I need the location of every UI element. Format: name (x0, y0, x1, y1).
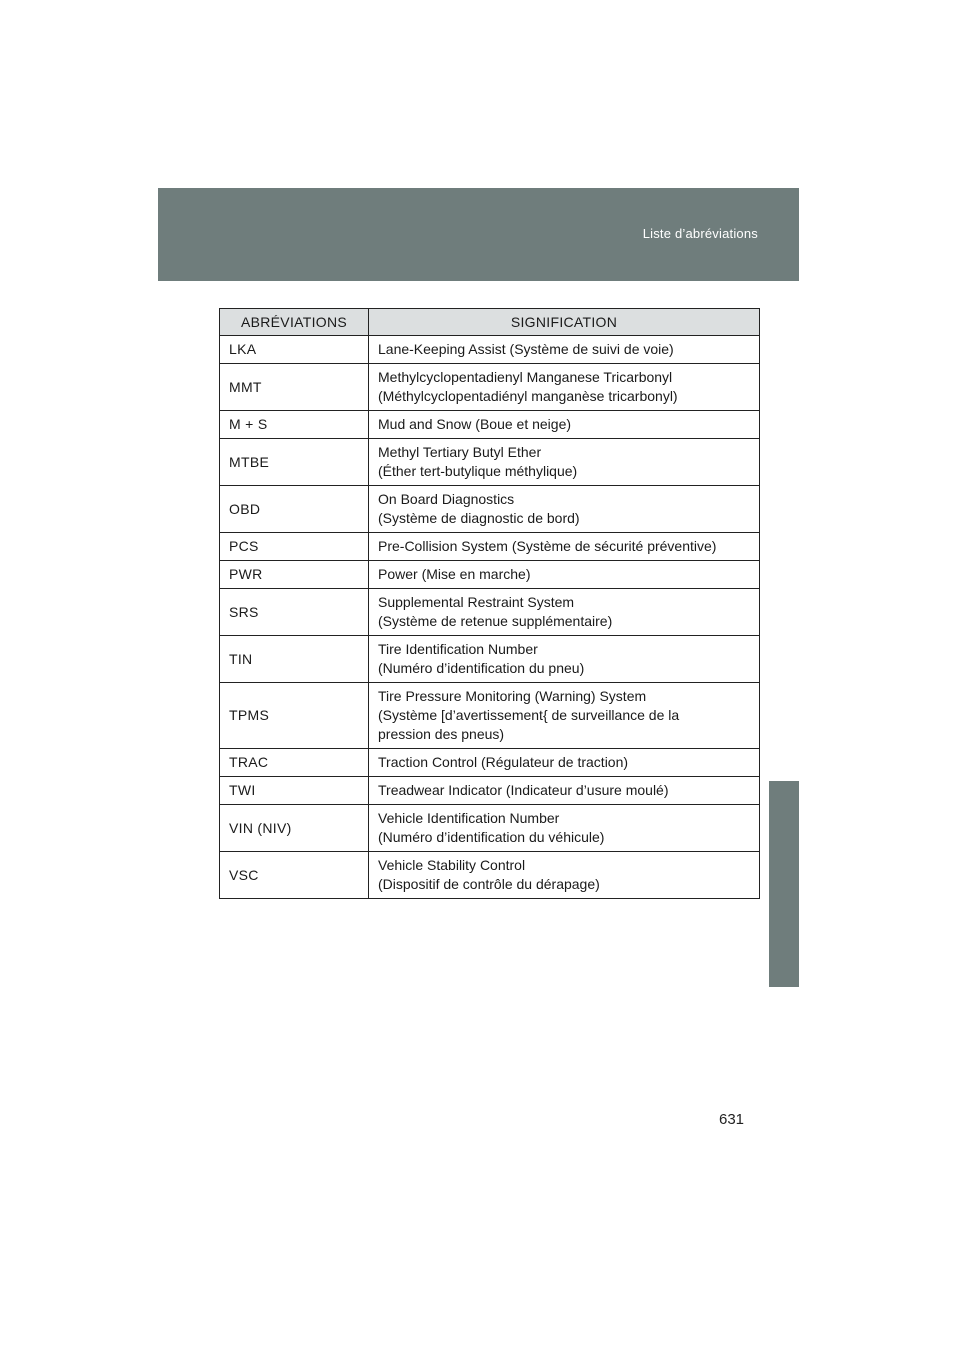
meaning-cell (369, 777, 760, 805)
meaning-line: (Éther tert-butylique méthylique) (378, 463, 578, 479)
column-header-abbreviations: ABRÉVIATIONS (220, 309, 369, 336)
meaning-cell (369, 561, 760, 589)
chapter-side-tab (769, 781, 799, 987)
table-row (220, 749, 760, 777)
meaning-line: Supplemental Restraint System (378, 594, 575, 610)
abbreviation-cell: OBD (220, 486, 369, 533)
abbreviation-cell: TRAC (220, 749, 369, 777)
meaning-line: (Système de retenue supplémentaire) (378, 613, 613, 629)
meaning-cell (369, 533, 760, 561)
section-title: Liste d’abréviations (642, 226, 758, 241)
table-row (220, 561, 760, 589)
meaning-cell (369, 411, 760, 439)
meaning-cell (369, 749, 760, 777)
meaning-line: Vehicle Identification Number (378, 810, 560, 826)
meaning-line: (Système [d’avertissement{ de surveillance de la (378, 707, 680, 723)
abbreviation-cell: SRS (220, 589, 369, 636)
meaning-line: Treadwear Indicator (Indicateur d’usure moulé) (378, 782, 669, 798)
abbreviation-cell: TIN (220, 636, 369, 683)
meaning-line: (Dispositif de contrôle du dérapage) (378, 876, 600, 892)
meaning-line: Pre-Collision System (Système de sécurité préventive) (378, 538, 717, 554)
meaning-cell (369, 683, 760, 749)
meaning-cell (369, 805, 760, 852)
meaning-line: (Numéro d’identification du véhicule) (378, 829, 605, 845)
table-row (220, 636, 760, 683)
header-band (158, 188, 799, 281)
abbreviations-table (219, 308, 760, 899)
table-body (220, 336, 760, 899)
meaning-line: (Méthylcyclopentadiényl manganèse tricarbonyl) (378, 388, 678, 404)
meaning-line: Methyl Tertiary Butyl Ether (378, 444, 542, 460)
meaning-line: pression des pneus) (378, 726, 505, 742)
meaning-cell (369, 336, 760, 364)
meaning-line: (Système de diagnostic de bord) (378, 510, 580, 526)
meaning-cell (369, 589, 760, 636)
meaning-line: Vehicle Stability Control (378, 857, 526, 873)
column-header-signification: SIGNIFICATION (369, 309, 760, 336)
table-row (220, 852, 760, 899)
meaning-line: Mud and Snow (Boue et neige) (378, 416, 572, 432)
meaning-line: Lane-Keeping Assist (Système de suivi de voie) (378, 341, 674, 357)
meaning-cell (369, 486, 760, 533)
table-header-row (220, 309, 760, 336)
meaning-cell (369, 636, 760, 683)
table-row (220, 683, 760, 749)
abbreviation-cell: TWI (220, 777, 369, 805)
abbreviation-cell: VSC (220, 852, 369, 899)
abbreviation-cell: PCS (220, 533, 369, 561)
meaning-line: Traction Control (Régulateur de traction) (378, 754, 629, 770)
table-row (220, 411, 760, 439)
meaning-cell (369, 364, 760, 411)
abbreviation-cell: PWR (220, 561, 369, 589)
table-row (220, 486, 760, 533)
table-row (220, 533, 760, 561)
meaning-line: Power (Mise en marche) (378, 566, 531, 582)
meaning-line: (Numéro d’identification du pneu) (378, 660, 585, 676)
table-row (220, 336, 760, 364)
meaning-cell (369, 439, 760, 486)
meaning-line: Tire Pressure Monitoring (Warning) System (378, 688, 647, 704)
meaning-line: Tire Identification Number (378, 641, 538, 657)
table-row (220, 439, 760, 486)
table-row (220, 364, 760, 411)
abbreviation-cell: TPMS (220, 683, 369, 749)
abbreviation-cell: VIN (NIV) (220, 805, 369, 852)
table-row (220, 777, 760, 805)
abbreviation-cell: M + S (220, 411, 369, 439)
table-row (220, 589, 760, 636)
meaning-cell (369, 852, 760, 899)
page-number: 631 (719, 1111, 745, 1128)
table-row (220, 805, 760, 852)
abbreviation-cell: LKA (220, 336, 369, 364)
abbreviation-cell: MMT (220, 364, 369, 411)
meaning-line: Methylcyclopentadienyl Manganese Tricarbonyl (378, 369, 673, 385)
abbreviation-cell: MTBE (220, 439, 369, 486)
meaning-line: On Board Diagnostics (378, 491, 515, 507)
